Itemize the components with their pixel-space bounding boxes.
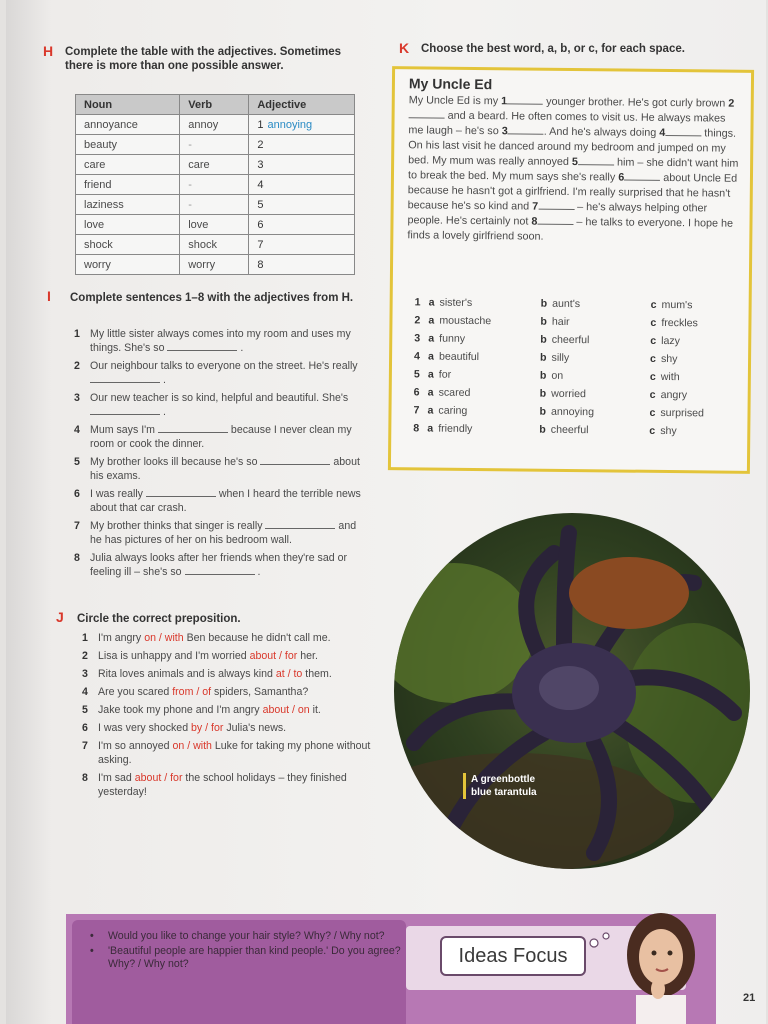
answer-blank[interactable] (146, 487, 216, 497)
sentence-end: and he has pictures of her on his bedroom wall. (90, 520, 357, 546)
item-number: 5 (82, 704, 88, 716)
sentence-start: My brother looks ill because he's so (90, 456, 258, 468)
adjective-cell[interactable] (249, 175, 355, 195)
gap-number: 4 (659, 126, 666, 139)
item-number: 5 (74, 456, 80, 468)
option-word: caring (438, 404, 468, 417)
preposition-choice[interactable]: from / of (172, 686, 212, 698)
option-letter: b (540, 333, 547, 346)
verb-cell: worry (180, 255, 249, 275)
header-adjective: Adjective (249, 95, 355, 115)
noun-cell: care (76, 155, 180, 175)
sentence-start: I was very shocked (98, 722, 192, 734)
sentence-item (68, 327, 368, 355)
item-number: 3 (74, 392, 80, 404)
story-segment: – he's always helping other people. He's certainly not (407, 201, 708, 228)
option-c[interactable] (649, 407, 704, 420)
story-title: My Uncle Ed (408, 75, 493, 93)
story-gap[interactable] (624, 171, 660, 181)
adjective-number: 3 (257, 158, 264, 171)
answer-blank[interactable] (265, 519, 335, 529)
adjective-cell[interactable] (249, 255, 355, 275)
sentence-end: the school holidays – they finished yesterday! (98, 772, 347, 798)
adjective-number: 5 (257, 198, 264, 211)
answer-blank[interactable] (167, 341, 237, 351)
item-number: 4 (74, 424, 80, 436)
section-h-letter: H (43, 43, 54, 59)
adjective-number: 7 (257, 238, 264, 251)
sentence-start: Lisa is unhappy and I'm worried (98, 650, 250, 662)
sentence-start: Rita loves animals and is always kind (98, 668, 276, 680)
gap-number: 1 (501, 95, 508, 108)
adjective-cell[interactable] (249, 195, 355, 215)
option-word: lazy (661, 334, 681, 348)
table-row (76, 155, 355, 175)
verb-cell: - (180, 135, 249, 155)
answer-blank[interactable] (185, 565, 255, 575)
header-noun: Noun (76, 95, 180, 115)
story-gap[interactable] (538, 200, 574, 210)
option-letter: b (540, 315, 548, 328)
adjective-cell[interactable] (249, 135, 355, 155)
story-box (388, 66, 754, 474)
item-number: 6 (82, 722, 88, 734)
story-segment: younger brother. He's got curly brown (543, 95, 729, 110)
option-row (413, 419, 733, 440)
sentence-start: Our neighbour talks to everyone on the street. He's really (90, 360, 358, 372)
preposition-item (76, 631, 372, 645)
sentence-start: Our new teacher is so kind, helpful and beautiful. She's (90, 392, 349, 404)
story-gap[interactable] (409, 108, 445, 118)
option-b[interactable] (539, 406, 649, 419)
story-segment: and a beard. He often comes to visit us. He always makes me laugh – he's so (408, 109, 726, 138)
preposition-item (76, 721, 372, 735)
option-letter: c (650, 352, 657, 365)
verb-cell: care (180, 155, 249, 175)
section-j-letter: J (56, 609, 64, 625)
item-number: 8 (74, 552, 80, 564)
adjective-number: 2 (257, 138, 264, 151)
sentence-end: . (240, 342, 244, 354)
sentence-end: Ben because he didn't call me. (183, 632, 331, 644)
option-c[interactable] (651, 299, 693, 311)
option-letter: b (539, 387, 547, 400)
section-j-list (76, 631, 372, 803)
table-row (76, 175, 355, 195)
preposition-choice[interactable]: about / for (134, 772, 183, 784)
story-text (407, 93, 743, 246)
section-i-list (68, 327, 368, 583)
sentence-start: Mum says I'm (90, 424, 156, 436)
option-letter: c (649, 406, 656, 419)
noun-cell: friend (76, 175, 180, 195)
adjective-cell[interactable] (249, 215, 355, 235)
option-a[interactable] (428, 369, 540, 382)
option-number: 4 (414, 350, 421, 363)
option-b[interactable] (540, 316, 650, 329)
option-word: silly (551, 351, 570, 364)
noun-cell: beauty (76, 135, 180, 155)
sentence-end: about his exams. (90, 456, 360, 482)
sentence-start: Julia always looks after her friends when they're sad or feeling ill – she's so (90, 552, 347, 578)
adjective-cell[interactable] (249, 115, 355, 135)
option-word: shy (660, 424, 677, 438)
sentence-end: Luke for taking my phone without asking. (98, 740, 371, 766)
option-number: 2 (414, 314, 421, 327)
noun-cell: worry (76, 255, 180, 275)
sentence-end: . (162, 406, 166, 418)
preposition-item (76, 703, 372, 717)
preposition-choice[interactable]: on / with (172, 740, 212, 752)
adjective-number: 1 (257, 118, 264, 131)
section-k-title: Choose the best word, a, b, or c, for each space. (421, 43, 685, 55)
option-a[interactable] (427, 423, 539, 436)
sentence-end: them. (302, 668, 332, 680)
adjective-number: 6 (257, 218, 264, 231)
caption-line-1: A greenbottle (471, 774, 536, 785)
option-word: moustache (439, 314, 492, 328)
option-word: friendly (438, 422, 473, 435)
option-a[interactable] (429, 297, 541, 310)
option-b[interactable] (540, 370, 650, 383)
ideas-bullet: • 'Beautiful people are happier than kind people.' Do you agree? Why? / Why not? (86, 945, 416, 971)
option-letter: c (650, 334, 657, 347)
verb-cell: shock (180, 235, 249, 255)
sentence-end: . (162, 374, 166, 386)
preposition-item (76, 685, 372, 699)
option-word: funny (439, 332, 466, 345)
sentence-item (68, 359, 368, 387)
table-row (76, 115, 355, 135)
option-word: annoying (550, 405, 595, 419)
story-segment: . And he's always doing (543, 125, 660, 139)
preposition-choice[interactable]: at / to (275, 668, 303, 680)
option-a[interactable] (428, 333, 540, 346)
caption-line-2: blue tarantula (471, 787, 537, 798)
sentence-start: I'm angry (98, 632, 145, 644)
option-word: for (438, 368, 452, 381)
table-row (76, 215, 355, 235)
sentence-end: spiders, Samantha? (211, 686, 309, 698)
item-number: 2 (74, 360, 80, 372)
option-c[interactable] (650, 371, 680, 383)
thinking-girl-image (616, 905, 706, 1024)
section-h-title: Complete the table with the adjectives. Sometimes there is more than one possible answer. (65, 46, 342, 72)
option-letter: b (539, 423, 546, 436)
sentence-end: because I never clean my room or cook the dinner. (90, 424, 352, 450)
option-word: aunt's (552, 297, 581, 311)
answer-options (413, 293, 734, 440)
option-word: worried (551, 387, 586, 401)
table-row (76, 135, 355, 155)
option-word: surprised (660, 406, 705, 420)
sentence-end: . (257, 566, 261, 578)
preposition-choice[interactable]: about / for (249, 650, 298, 662)
adjective-answer: annoying (267, 118, 313, 131)
sentence-item (68, 391, 368, 419)
story-gap[interactable] (665, 126, 701, 136)
option-c[interactable] (649, 425, 677, 437)
option-word: on (551, 369, 564, 382)
preposition-choice[interactable]: by / for (191, 722, 224, 734)
option-word: sister's (439, 296, 473, 309)
sentence-item (68, 519, 368, 547)
sentence-start: I'm so annoyed (98, 740, 173, 752)
tarantula-illustration (394, 513, 750, 869)
sentence-start: I'm sad (98, 772, 135, 784)
gap-number: 3 (501, 125, 508, 138)
option-a[interactable] (428, 315, 540, 328)
option-number: 7 (413, 404, 420, 417)
option-b[interactable] (540, 388, 650, 401)
item-number: 3 (82, 668, 88, 680)
sentence-end: it. (309, 704, 321, 716)
option-word: beautiful (438, 350, 480, 364)
gap-number: 7 (532, 200, 539, 213)
tarantula-photo (394, 513, 750, 869)
noun-cell: annoyance (76, 115, 180, 135)
adjective-number: 4 (257, 178, 264, 191)
option-letter: c (649, 370, 656, 383)
table-row (76, 255, 355, 275)
option-letter: c (650, 298, 657, 311)
story-gap[interactable] (578, 155, 614, 165)
ideas-list (86, 930, 416, 973)
option-letter: a (428, 332, 435, 345)
preposition-item (76, 667, 372, 681)
option-letter: c (649, 388, 656, 401)
thought-bubble-icon (588, 930, 614, 950)
story-gap[interactable] (537, 215, 573, 225)
option-letter: c (649, 424, 656, 437)
photo-caption (463, 773, 537, 799)
option-a[interactable] (428, 351, 540, 364)
option-word: mum's (661, 298, 693, 312)
option-b[interactable] (541, 298, 651, 311)
sentence-item (68, 455, 368, 483)
adjective-number: 8 (257, 258, 264, 271)
option-letter: b (539, 405, 547, 418)
item-number: 1 (74, 328, 80, 340)
preposition-choice[interactable]: about / on (262, 704, 310, 716)
gap-number: 6 (618, 171, 625, 184)
sentence-item (68, 487, 368, 515)
option-letter: b (539, 369, 547, 382)
option-number: 8 (413, 422, 420, 435)
story-segment: things. On his last visit he danced around my bedroom and jumped on my bed. My mum was really annoyed (408, 127, 737, 169)
preposition-item (76, 771, 372, 799)
adjective-cell[interactable] (249, 155, 355, 175)
option-letter: b (540, 297, 548, 310)
section-k-letter: K (399, 40, 410, 56)
answer-blank[interactable] (90, 373, 160, 383)
option-b[interactable] (540, 334, 650, 347)
option-number: 6 (413, 386, 420, 399)
answer-blank[interactable] (90, 405, 160, 415)
option-letter: a (427, 404, 434, 417)
option-letter: a (428, 314, 435, 327)
section-i-letter: I (47, 288, 51, 304)
option-letter: a (428, 296, 435, 309)
option-letter: b (540, 351, 547, 364)
option-c[interactable] (650, 317, 698, 329)
preposition-choice[interactable]: on / with (144, 632, 184, 644)
story-segment: My Uncle Ed is my (408, 94, 502, 108)
sentence-start: My little sister always comes into my room and uses my things. She's so (90, 328, 351, 354)
sentence-start: Jake took my phone and I'm angry (98, 704, 263, 716)
verb-cell: annoy (180, 115, 249, 135)
answer-blank[interactable] (158, 423, 228, 433)
noun-cell: love (76, 215, 180, 235)
sentence-end: Julia's news. (223, 722, 287, 734)
workbook-page (6, 0, 766, 1024)
verb-cell: love (180, 215, 249, 235)
option-word: scared (438, 386, 471, 399)
option-c[interactable] (650, 353, 678, 365)
option-word: hair (551, 315, 570, 328)
adjective-cell[interactable] (249, 235, 355, 255)
gap-number: 8 (531, 215, 538, 228)
item-number: 7 (74, 520, 80, 532)
noun-cell: laziness (76, 195, 180, 215)
option-word: angry (660, 388, 688, 402)
story-gap[interactable] (508, 124, 544, 134)
sentence-start: My brother thinks that singer is really (90, 520, 263, 532)
option-b[interactable] (540, 352, 650, 365)
option-word: cheerful (550, 423, 589, 437)
section-i-title: Complete sentences 1–8 with the adjectives from H. (70, 292, 354, 304)
option-letter: c (650, 316, 657, 329)
option-word: freckles (661, 316, 698, 330)
option-a[interactable] (427, 405, 539, 418)
gap-number: 2 (728, 97, 735, 110)
option-word: with (660, 370, 680, 384)
option-b[interactable] (539, 424, 649, 437)
gap-number: 5 (571, 156, 579, 169)
item-number: 6 (74, 488, 80, 500)
option-c[interactable] (650, 389, 688, 401)
option-number: 1 (414, 296, 421, 309)
preposition-item (76, 739, 372, 767)
option-c[interactable] (650, 335, 680, 347)
page-number: 21 (743, 992, 756, 1004)
option-letter: a (427, 422, 434, 435)
option-letter: a (427, 368, 434, 381)
option-a[interactable] (428, 387, 540, 400)
item-number: 4 (82, 686, 88, 698)
item-number: 7 (82, 740, 88, 752)
story-segment: him – she didn't want him to break the bed. My mum says she's really (407, 156, 739, 184)
sentence-end: when I heard the terrible news about that car crash. (90, 488, 361, 514)
preposition-item (76, 649, 372, 663)
table-row (76, 235, 355, 255)
sentence-start: I was really (90, 488, 143, 500)
sentence-start: Are you scared (98, 686, 173, 698)
option-letter: a (427, 386, 434, 399)
sentence-item (68, 423, 368, 451)
option-word: cheerful (551, 333, 590, 347)
ideas-focus-label: Ideas Focus (440, 936, 586, 976)
item-number: 1 (82, 632, 88, 644)
sentence-item (68, 551, 368, 579)
sentence-end: her. (297, 650, 318, 662)
story-segment: about Uncle Ed because he hasn't got a girlfriend. I'm really surprised that he hasn't because he's so kind and (407, 171, 738, 213)
story-segment: – he talks to everyone. I hope he finds a lovely girlfriend soon. (407, 216, 734, 243)
item-number: 8 (82, 772, 88, 784)
answer-blank[interactable] (260, 455, 330, 465)
verb-cell: - (180, 175, 249, 195)
verb-cell: - (180, 195, 249, 215)
noun-cell: shock (76, 235, 180, 255)
table-row (76, 195, 355, 215)
option-number: 3 (414, 332, 421, 345)
item-number: 2 (82, 650, 88, 662)
option-letter: a (428, 350, 435, 363)
ideas-bullet: • Would you like to change your hair style? Why? / Why not? (86, 930, 416, 943)
story-gap[interactable] (507, 94, 543, 104)
option-number: 5 (413, 368, 420, 381)
section-j-title: Circle the correct preposition. (77, 613, 241, 625)
option-word: shy (660, 352, 678, 366)
header-verb: Verb (180, 95, 249, 115)
adjective-table (75, 94, 355, 275)
